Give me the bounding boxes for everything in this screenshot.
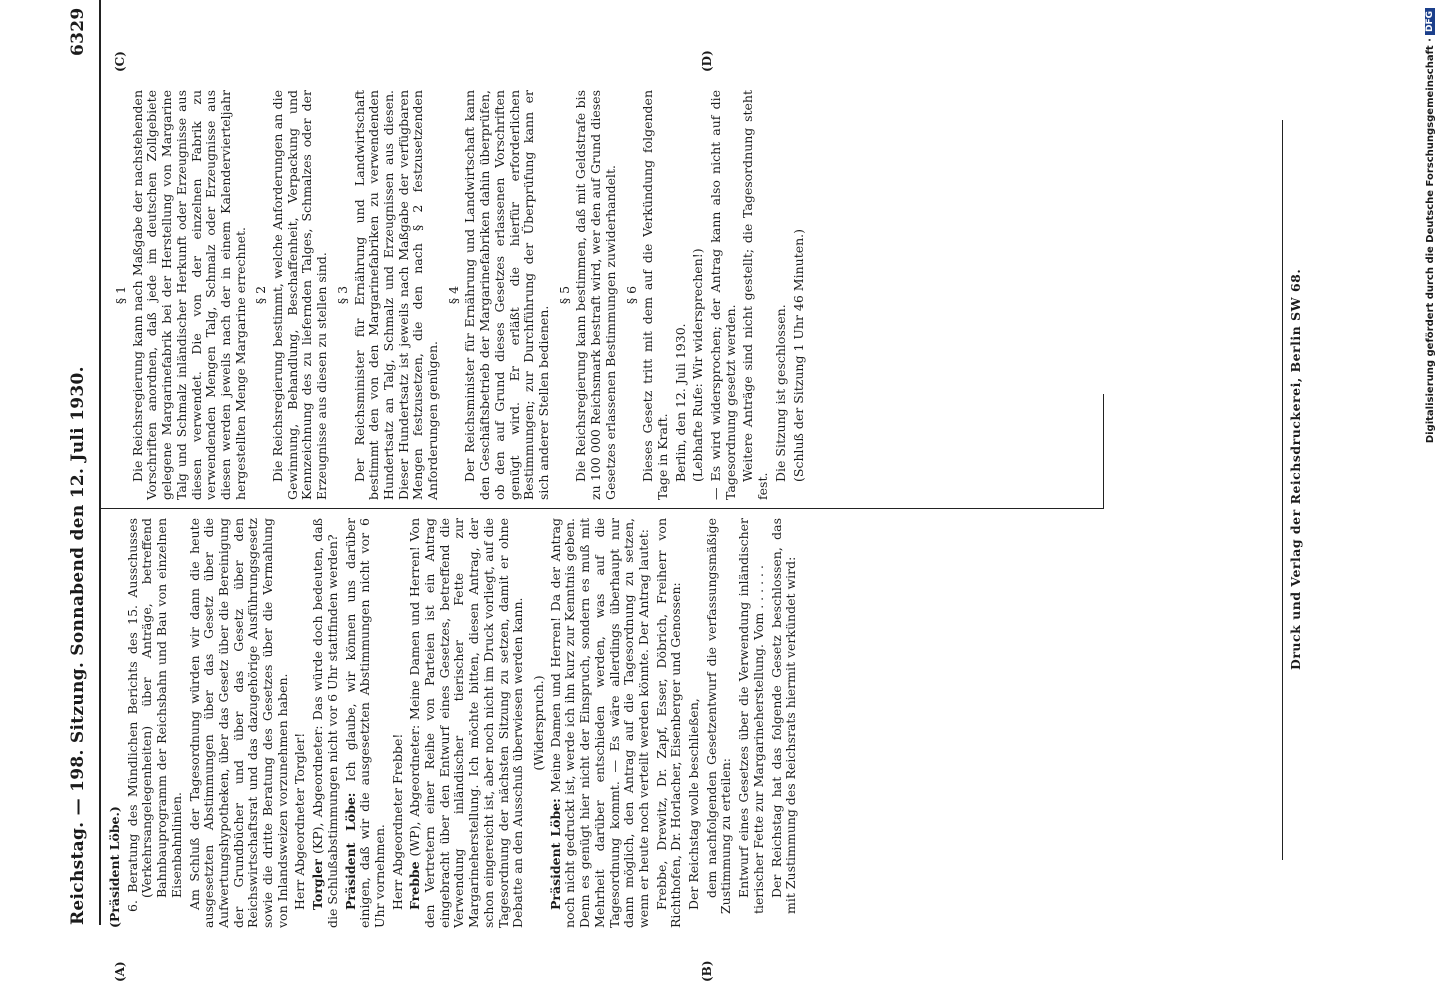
- right-column-paragraph: [741, 90, 770, 500]
- paragraph-text: Der Reichstag hat das folgende Gesetz beschlossen, das mit Zustimmung des Reichsrats hiermit verkündet wird:: [768, 518, 799, 914]
- right-column-paragraph: [254, 90, 269, 500]
- right-column-paragraph: [114, 90, 129, 500]
- right-column-paragraph: [353, 90, 441, 500]
- paragraph-text: (Lebhafte Rufe: Wir widersprechen!): [690, 248, 706, 482]
- left-column-paragraph: [293, 518, 308, 928]
- speaker-name: Präsident Löbe:: [547, 798, 563, 910]
- printer-imprint: Druck und Verlag der Reichsdruckerei, Berlin SW 68.: [1288, 268, 1303, 670]
- right-column-paragraph: [691, 90, 706, 500]
- left-column-paragraph: [188, 518, 291, 928]
- paragraph-text: Berlin, den 12. Juli 1930.: [672, 323, 688, 482]
- paragraph-text: Der Reichstag wolle beschließen,: [686, 698, 702, 910]
- paragraph-text: Weitere Anträge sind nicht gestellt; die Tagesordnung steht fest.: [740, 90, 771, 500]
- right-column-paragraph: [774, 90, 789, 500]
- left-column-paragraph: [311, 518, 340, 928]
- paragraph-text: Herr Abgeordneter Frebbe!: [389, 733, 405, 910]
- margin-mark-d: (D): [700, 50, 714, 72]
- paragraph-text: dem nachfolgenden Gesetzentwurf die verfassungsmäßige Zustimmung zu erteilen:: [703, 518, 734, 914]
- speaker-name: Torgler: [310, 859, 326, 910]
- paragraph-text: Dieses Gesetz tritt mit dem auf die Verkündung folgenden Tage in Kraft.: [640, 90, 670, 500]
- left-text-column: [108, 518, 802, 928]
- right-column-paragraph: [625, 90, 640, 500]
- header-rule: [99, 0, 101, 925]
- paragraph-text: Meine Damen und Herren! Da der Antrag noch nicht gedruckt ist, werde ich ihn kurz zur Kenntnis geben. Denn es genügt hier nicht der Einspruch, sondern es muß mit Mehrheit darüber entschieden werden, was auf die Tagesordnung kommt. — Es wäre allerdings überhaupt nur dann möglich, den Antrag auf die Tagesordnung zu setzen, wenn er heute noch verteilt werden könnte. Der Antrag lautet:: [547, 518, 651, 928]
- right-column-paragraph: [558, 90, 573, 500]
- right-column-paragraph: [336, 90, 351, 500]
- column-divider: [100, 508, 1103, 509]
- margin-mark-b: (B): [700, 960, 714, 982]
- speaker-name: Präsident Löbe:: [342, 792, 358, 910]
- page-number: 6329: [68, 7, 88, 56]
- left-column-paragraph: [126, 518, 185, 928]
- paragraph-text: Frebbe, Drewitz, Dr. Zapf, Esser, Döbrich, Freiherr von Richthofen, Dr. Horlacher, Eisenberger und Genossen:: [653, 518, 684, 928]
- paragraph-text: Die Sitzung ist geschlossen.: [772, 304, 788, 482]
- margin-mark-a: (A): [113, 961, 127, 982]
- right-column-paragraph: [674, 90, 689, 500]
- left-column-paragraph: [549, 518, 652, 928]
- left-column-paragraph: [687, 518, 702, 928]
- left-column-paragraph: [770, 518, 799, 928]
- left-column-paragraph: [408, 518, 526, 928]
- paragraph-text: (WP), Abgeordneter: Meine Damen und Herren! Von den Vertretern einer Reihe von Parteien ist ein Antrag eingebracht über den Entwurf eines Gesetzes, betreffend die Verwendung inländischer tierischer Fette zur Margarineherstellung. Ich möchte bitten, diesen Antrag, der schon eingereicht ist, aber noch nicht im Druck vorliegt, auf die Tagesordnung der nächsten Sitzung zu setzen, damit er ohne Debatte an den Ausschuß überwiesen werden kann.: [407, 518, 526, 928]
- paragraph-text: (KP), Abgeordneter: Das würde doch bedeuten, daß die Schlußabstimmungen nicht vor 6 Uhr stattfinden werden?: [310, 518, 340, 928]
- paragraph-text: (Schluß der Sitzung 1 Uhr 46 Minuten.): [790, 228, 806, 482]
- right-column-paragraph: [131, 90, 249, 500]
- digitization-note: [1421, 8, 1439, 444]
- right-column-paragraph: [709, 90, 738, 500]
- margin-mark-c: (C): [113, 51, 127, 72]
- right-text-column: [108, 90, 809, 500]
- speaker-name: Frebbe: [407, 861, 423, 910]
- left-column-paragraph: [737, 518, 766, 928]
- paragraph-text: § 3: [334, 285, 350, 305]
- paragraph-text: Die Reichsregierung bestimmt, welche Anforderungen an die Gewinnung, Behandlung, Beschaffenheit, Verpackung und Kennzeichnung des zu liefernden Talges, Schmalzes oder der Erzeugnisse aus diesen zu stellen sind.: [270, 90, 330, 500]
- left-column-paragraph: [391, 518, 406, 928]
- right-column-paragraph: [447, 90, 462, 500]
- paragraph-text: Ich glaube, wir können uns darüber einigen, daß wir die ausgesetzten Abstimmungen nicht vor 6 Uhr vornehmen.: [342, 518, 387, 928]
- paragraph-text: Der Reichsminister für Ernährung und Landwirtschaft kann den Geschäftsbetrieb der Margarinefabriken dahin überprüfen, ob den auf Grund dieses Gesetzes erlassenen Vorschriften genügt wird. Er erläßt die hierfür erforderlichen Bestimmungen; zur Durchführung der Überprüfung kann er sich anderer Stellen bedienen.: [462, 90, 551, 500]
- end-rule: [1103, 394, 1104, 509]
- paragraph-text: § 5: [556, 285, 572, 305]
- right-column-paragraph: [271, 90, 330, 500]
- left-column-paragraph: [344, 518, 388, 928]
- right-column-paragraph: [792, 90, 807, 500]
- paragraph-text: — Es wird widersprochen; der Antrag kann also nicht auf die Tagesordnung gesetzt werden.: [708, 90, 738, 500]
- paragraph-text: § 1: [113, 285, 128, 305]
- paragraph-text: (Widerspruch.): [530, 675, 546, 771]
- digitization-note-text: Digitalisierung gefördert durch die Deutsche Forschungsgemeinschaft ·: [1424, 38, 1436, 444]
- left-column-paragraph: [705, 518, 734, 928]
- left-column-paragraph: [108, 518, 123, 928]
- page-header-title: Reichstag. — 198. Sitzung. Sonnabend den 12. Juli 1930.: [68, 366, 88, 925]
- paragraph-text: § 6: [623, 285, 639, 305]
- paragraph-text: Am Schluß der Tagesordnung würden wir dann die heute ausgesetzten Abstimmungen über das Gesetz über die Aufwertungshypotheken, über das Gesetz über die Bereinigung der Grundbücher und über das Gesetz über den Reichswirtschaftsrat und das dazugehörige Ausführungsgesetz sowie die dritte Beratung des Gesetzes über die Vermahlung von Inlandsweizen vorzunehmen haben.: [186, 518, 290, 928]
- paragraph-text: Der Reichsminister für Ernährung und Landwirtschaft bestimmt den von den Margarinefabriken zu verwendenden Hundertsatz an Talg, Schmalz und Erzeugnissen aus diesen. Dieser Hundertsatz ist jeweils nach Maßgabe der verfügbaren Mengen festzusetzen, die den nach § 2 festzusetzenden Anforderungen genügen.: [351, 90, 441, 500]
- right-column-paragraph: [463, 90, 551, 500]
- paragraph-text: (Präsident Löbe.): [107, 806, 122, 928]
- footer-rule: [1282, 120, 1283, 860]
- paragraph-text: 6. Beratung des Mündlichen Berichts des 15. Ausschusses (Verkehrsangelegenheiten) über Anträge, betreffend Bahnbauprogramm der Reichsbahn und Bau von einzelnen Eisenbahnlinien.: [124, 518, 184, 912]
- dfg-logo: DFG: [1425, 8, 1435, 35]
- paragraph-text: Entwurf eines Gesetzes über die Verwendung inländischer tierischer Fette zur Margarineherstellung. Vom . . . . . .: [736, 518, 766, 914]
- left-column-paragraph: [655, 518, 684, 928]
- paragraph-text: Die Reichsregierung kann bestimmen, daß mit Geldstrafe bis zu 100 000 Reichsmark bestraft wird, wer den auf Grund dieses Gesetzes erlassenen Bestimmungen zuwiderhandelt.: [573, 90, 618, 500]
- right-column-paragraph: [574, 90, 618, 500]
- paragraph-text: § 4: [445, 285, 461, 305]
- left-column-paragraph: [532, 518, 547, 928]
- paragraph-text: Die Reichsregierung kann nach Maßgabe der nachstehenden Vorschriften anordnen, daß jede im deutschen Zollgebiete gelegene Margarinefabrik bei der Herstellung von Margarine Talg und Schmalz inländischer Herkunft oder Erzeugnisse aus diesen verwendet. Die von der einzelnen Fabrik zu verwendenden Mengen Talg, Schmalz oder Erzeugnisse aus diesen werden jeweils nach der in einem Kalendervierteljahr hergestellten Menge Margarine errechnet.: [129, 90, 248, 500]
- right-column-paragraph: [641, 90, 670, 500]
- paragraph-text: § 2: [253, 285, 269, 305]
- paragraph-text: Herr Abgeordneter Torgler!: [292, 732, 308, 910]
